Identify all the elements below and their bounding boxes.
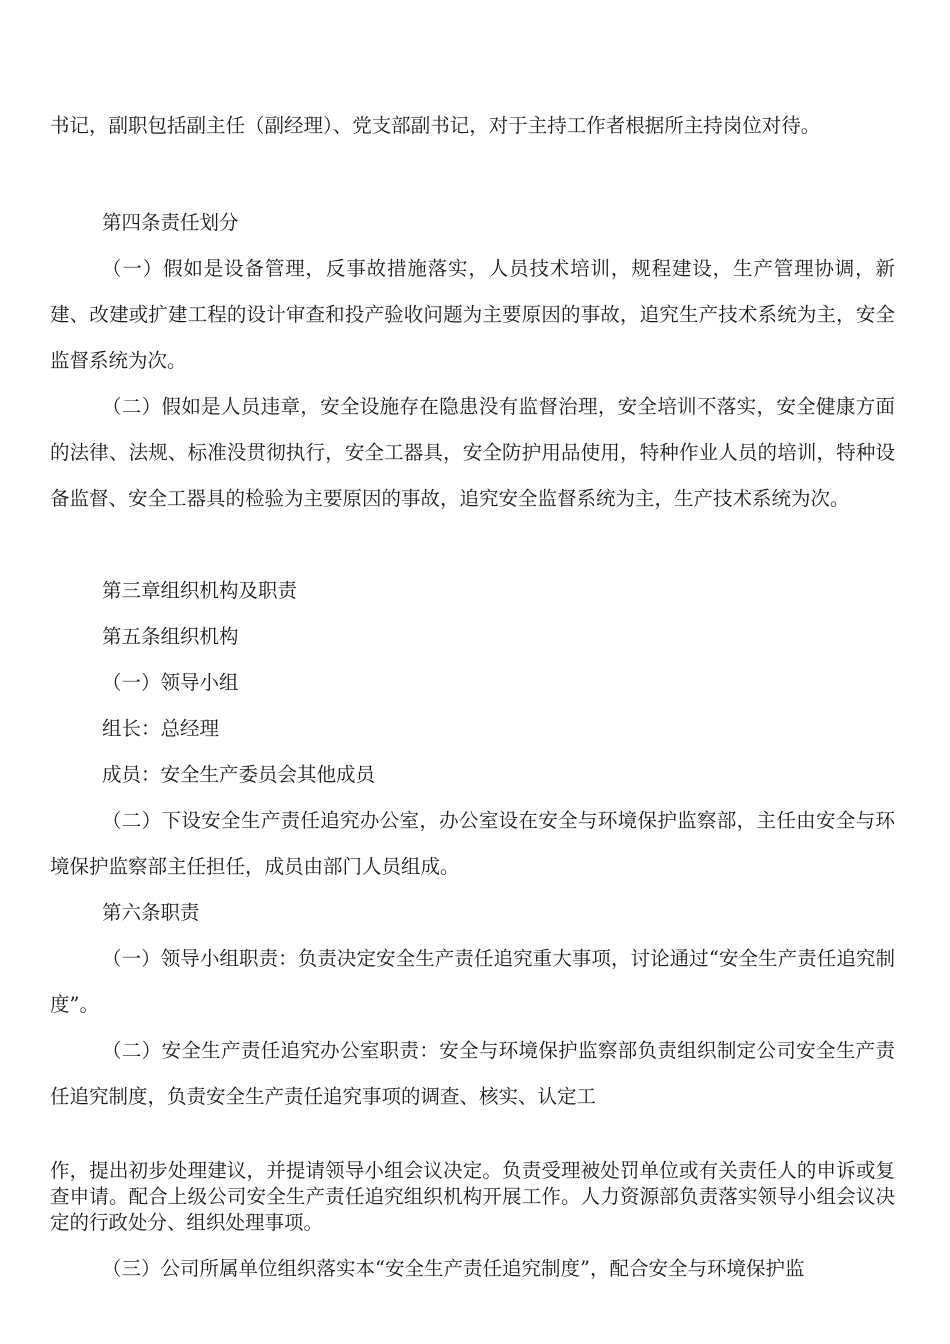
- paragraph-group-members: 成员：安全生产委员会其他成员: [102, 763, 376, 786]
- paragraph-article-6-item-3: （三）公司所属单位组织落实本“安全生产责任追究制度”，配合安全与环境保护监: [102, 1257, 805, 1280]
- paragraph-continuation-deputy-roles: 书记，副职包括副主任（副经理）、党支部副书记，对于主持工作者根据所主持岗位对待。: [50, 114, 821, 137]
- heading-article-5: 第五条组织机构: [102, 625, 239, 648]
- paragraph-article-6-item-1: （一）领导小组职责：负责决定安全生产责任追究重大事项，讨论通过“安全生产责任追究制度”。: [50, 947, 895, 1016]
- heading-article-6: 第六条职责: [102, 901, 200, 924]
- paragraph-article-4-item-2: （二）假如是人员违章，安全设施存在隐患没有监督治理，安全培训不落实，安全健康方面的法律、法规、标准没贯彻执行，安全工器具，安全防护用品使用，特种作业人员的培训，特种设备监督、安全工器具的检验为主要原因的事故，追究安全监督系统为主，生产技术系统为次。: [50, 395, 895, 510]
- paragraph-article-6-item-2-continued: 作，提出初步处理建议，并提请领导小组会议决定。负责受理被处罚单位或有关责任人的申诉或复查申请。配合上级公司安全生产责任追究组织机构开展工作。人力资源部负责落实领导小组会议决定的行政处分、组织处理事项。: [50, 1159, 895, 1234]
- paragraph-group-leader: 组长：总经理: [102, 717, 220, 740]
- paragraph-article-4-item-1: （一）假如是设备管理，反事故措施落实，人员技术培训，规程建设，生产管理协调，新建、改建或扩建工程的设计审查和投产验收问题为主要原因的事故，追究生产技术系统为主，安全监督系统为次。: [50, 257, 895, 372]
- heading-article-4: 第四条责任划分: [102, 211, 239, 234]
- paragraph-article-5-item-2: （二）下设安全生产责任追究办公室，办公室设在安全与环境保护监察部，主任由安全与环境保护监察部主任担任，成员由部门人员组成。: [50, 809, 895, 878]
- paragraph-article-5-item-1: （一）领导小组: [102, 671, 239, 694]
- paragraph-article-6-item-2: （二）安全生产责任追究办公室职责：安全与环境保护监察部负责组织制定公司安全生产责任追究制度，负责安全生产责任追究事项的调查、核实、认定工: [50, 1039, 895, 1108]
- heading-chapter-3: 第三章组织机构及职责: [102, 579, 298, 602]
